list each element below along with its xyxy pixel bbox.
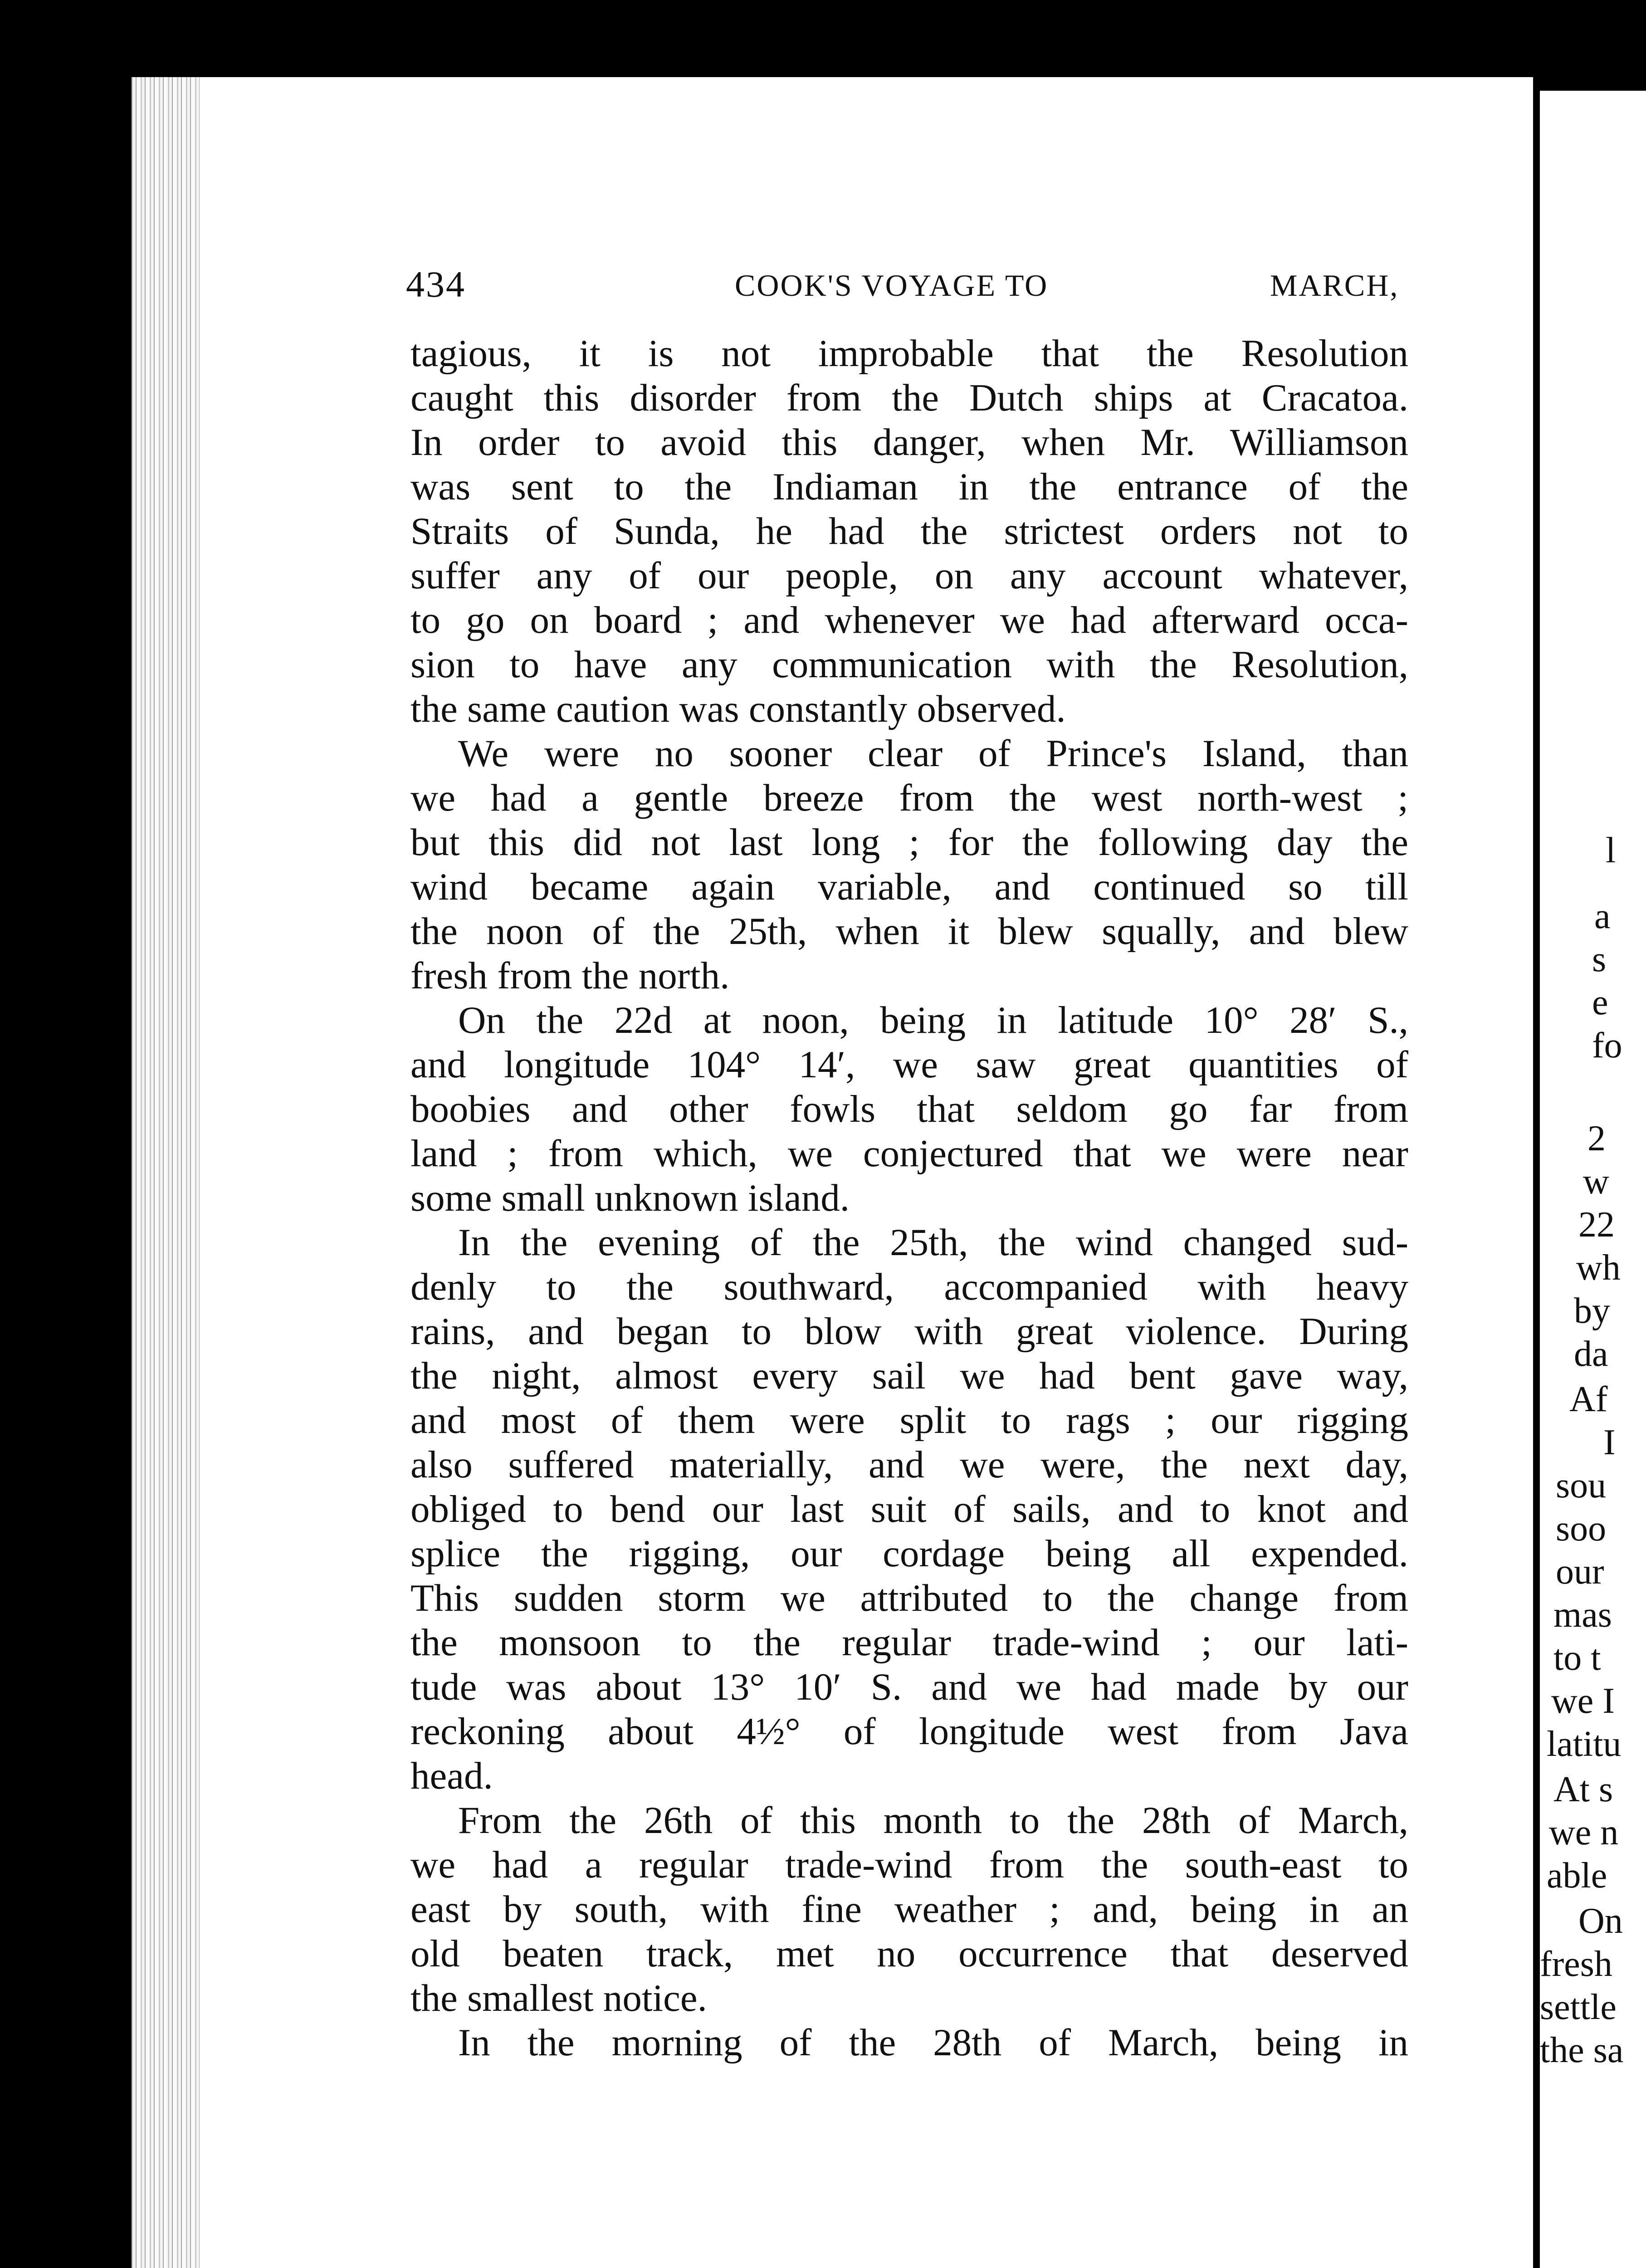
adjacent-page-fragment: 2 xyxy=(1587,1119,1606,1158)
text-line: the same caution was constantly observed. xyxy=(410,688,1066,730)
text-line: the monsoon to the regular trade-wind ; our lati- xyxy=(410,1621,1408,1664)
adjacent-page-fragment: wh xyxy=(1576,1248,1621,1288)
adjacent-page-fragment: to t xyxy=(1553,1638,1601,1678)
text-line: land ; from which, we conjectured that we were near xyxy=(410,1132,1408,1175)
running-header-right: MARCH, xyxy=(1270,268,1399,303)
adjacent-page-fragment: able xyxy=(1547,1856,1607,1896)
text-line: we had a regular trade-wind from the south-east to xyxy=(410,1843,1408,1886)
text-line: obliged to bend our last suit of sails, and to knot and xyxy=(410,1488,1408,1530)
text-line: tagious, it is not improbable that the Resolution xyxy=(410,332,1408,375)
adjacent-page-fragment: fresh xyxy=(1540,1944,1612,1984)
text-line: to go on board ; and whenever we had afterward occa- xyxy=(410,599,1408,641)
running-header xyxy=(132,263,1533,313)
text-line: and longitude 104° 14′, we saw great quantities of xyxy=(410,1043,1408,1086)
adjacent-page-fragment: we I xyxy=(1551,1681,1615,1721)
text-line: Straits of Sunda, he had the strictest orders not to xyxy=(410,510,1408,552)
text-line: the noon of the 25th, when it blew squally, and blew xyxy=(410,910,1408,953)
adjacent-page-fragment: we n xyxy=(1549,1813,1619,1853)
text-line: and most of them were split to rags ; our rigging xyxy=(410,1399,1408,1442)
adjacent-page-fragment: settle xyxy=(1540,1987,1617,2027)
text-line: This sudden storm we attributed to the change from xyxy=(410,1577,1408,1619)
adjacent-page-fragment: At s xyxy=(1553,1769,1613,1809)
text-line: caught this disorder from the Dutch ships at Cracatoa. xyxy=(410,376,1408,419)
book-page xyxy=(132,77,1533,2268)
text-line: also suffered materially, and we were, the next day, xyxy=(410,1443,1408,1486)
text-line: On the 22d at noon, being in latitude 10° 28′ S., xyxy=(458,999,1408,1041)
text-line: we had a gentle breeze from the west north-west ; xyxy=(410,777,1408,819)
adjacent-page-fragment: e xyxy=(1592,982,1608,1022)
page-edge-shading xyxy=(132,77,200,2268)
text-line: denly to the southward, accompanied with heavy xyxy=(410,1266,1408,1308)
adjacent-page-fragment: l xyxy=(1606,831,1616,870)
adjacent-page-fragment: On xyxy=(1578,1901,1623,1941)
text-line: suffer any of our people, on any account whatever, xyxy=(410,554,1408,597)
text-line: tude was about 13° 10′ S. and we had made by our xyxy=(410,1666,1408,1708)
text-line: sion to have any communication with the Resolution, xyxy=(410,643,1408,686)
text-line: In the morning of the 28th of March, being in xyxy=(458,2021,1408,2064)
text-line: In the evening of the 25th, the wind changed sud- xyxy=(458,1221,1408,1264)
adjacent-page-fragment: Af xyxy=(1569,1379,1608,1419)
adjacent-page-fragment: sou xyxy=(1556,1466,1607,1505)
adjacent-page-fragment: w xyxy=(1583,1162,1609,1202)
text-line: fresh from the north. xyxy=(410,954,730,997)
adjacent-page-fragment: I xyxy=(1603,1422,1616,1462)
running-title: COOK'S VOYAGE TO xyxy=(735,268,1049,303)
adjacent-page-fragment: da xyxy=(1574,1334,1608,1374)
text-line: From the 26th of this month to the 28th of March, xyxy=(458,1799,1408,1842)
text-line: splice the rigging, our cordage being all expended. xyxy=(410,1532,1408,1575)
adjacent-page-fragment: our xyxy=(1556,1552,1604,1592)
adjacent-page-fragment: the sa xyxy=(1540,2030,1624,2070)
text-line: old beaten track, met no occurrence that deserved xyxy=(410,1932,1408,1975)
text-line: head. xyxy=(410,1755,493,1797)
text-line: In order to avoid this danger, when Mr. Williamson xyxy=(410,421,1408,464)
text-line: rains, and began to blow with great violence. During xyxy=(410,1310,1408,1353)
adjacent-page-fragment: fo xyxy=(1592,1026,1622,1066)
adjacent-page-fragment: a xyxy=(1594,896,1611,936)
adjacent-page-edge xyxy=(1540,91,1646,2268)
adjacent-page-fragment: s xyxy=(1592,939,1607,979)
adjacent-page-fragment: by xyxy=(1574,1291,1610,1331)
body-text xyxy=(410,331,1408,2065)
text-line: the night, almost every sail we had bent gave way, xyxy=(410,1354,1408,1397)
text-line: wind became again variable, and continued so till xyxy=(410,865,1408,908)
adjacent-page-fragment: soo xyxy=(1556,1509,1607,1549)
adjacent-page-fragment: mas xyxy=(1553,1595,1612,1635)
text-line: We were no sooner clear of Prince's Island, than xyxy=(458,732,1408,775)
adjacent-page-fragment: latitu xyxy=(1547,1724,1622,1764)
text-line: the smallest notice. xyxy=(410,1977,707,2019)
text-line: reckoning about 4½° of longitude west from Java xyxy=(410,1710,1408,1753)
text-line: some small unknown island. xyxy=(410,1177,850,1219)
text-line: was sent to the Indiaman in the entrance of the xyxy=(410,465,1408,508)
page-number: 434 xyxy=(406,264,466,305)
text-line: but this did not last long ; for the following day the xyxy=(410,821,1408,864)
text-line: east by south, with fine weather ; and, being in an xyxy=(410,1888,1408,1931)
text-line: boobies and other fowls that seldom go far from xyxy=(410,1088,1408,1130)
adjacent-page-fragment: 22 xyxy=(1578,1205,1615,1245)
